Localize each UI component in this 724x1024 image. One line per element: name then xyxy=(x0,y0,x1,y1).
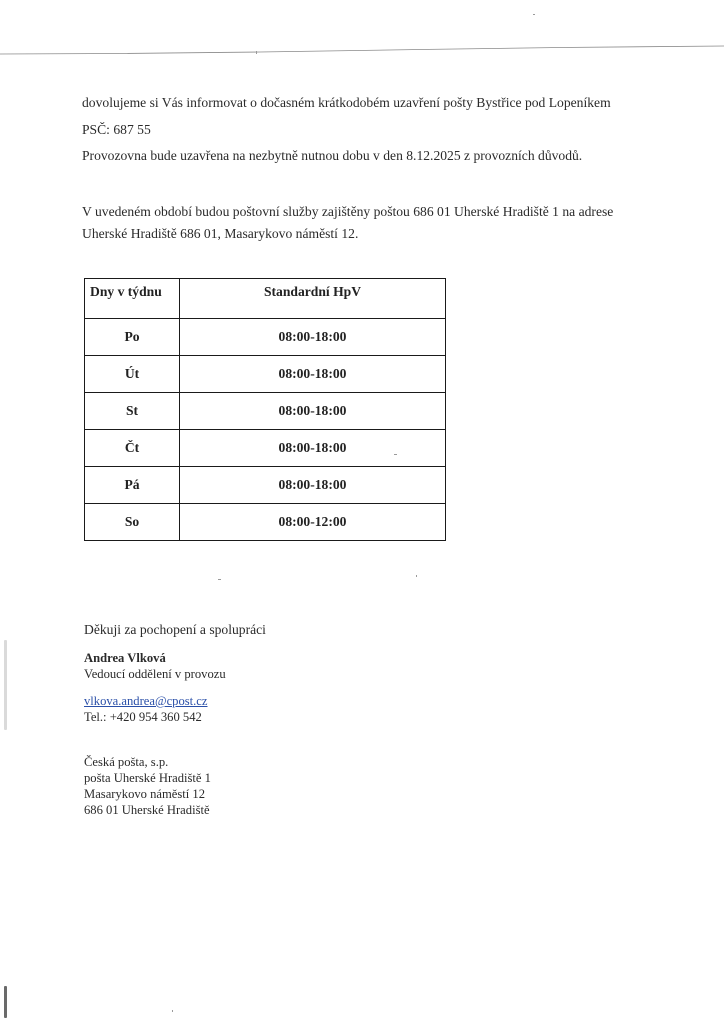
hours-cell: 08:00-18:00 xyxy=(180,319,446,356)
header-days: Dny v týdnu xyxy=(85,279,180,319)
scan-edge-mark xyxy=(4,640,7,730)
signature-phone: Tel.: +420 954 360 542 xyxy=(84,710,202,724)
table-row xyxy=(85,467,446,504)
closing-line: Děkuji za pochopení a spolupráci xyxy=(84,622,266,637)
opening-hours-table xyxy=(84,278,446,541)
table-row xyxy=(85,319,446,356)
table-row xyxy=(85,504,446,541)
table-row xyxy=(85,430,446,467)
scan-speck xyxy=(172,1010,173,1012)
table-header-row xyxy=(85,279,446,319)
scan-speck xyxy=(256,51,257,54)
day-cell: Út xyxy=(85,356,180,393)
hours-cell: 08:00-18:00 xyxy=(180,393,446,430)
letter-paragraph-postcode: PSČ: 687 55 xyxy=(82,122,151,137)
address-line-company: Česká pošta, s.p. xyxy=(84,755,169,769)
day-cell: Po xyxy=(85,319,180,356)
day-cell: Pá xyxy=(85,467,180,504)
hours-cell: 08:00-18:00 xyxy=(180,430,446,467)
scan-speck xyxy=(533,14,535,15)
signature-name: Andrea Vlková xyxy=(84,651,166,665)
table-row xyxy=(85,356,446,393)
hours-cell: 08:00-18:00 xyxy=(180,467,446,504)
scan-speck xyxy=(218,579,221,580)
day-cell: Čt xyxy=(85,430,180,467)
signature-title: Vedoucí oddělení v provozu xyxy=(84,667,226,681)
signature-email-link[interactable]: vlkova.andrea@cpost.cz xyxy=(84,694,208,708)
day-cell: So xyxy=(85,504,180,541)
scan-header-line xyxy=(0,44,724,58)
scan-edge-mark xyxy=(4,986,7,1018)
address-line-city: 686 01 Uherské Hradiště xyxy=(84,803,210,817)
day-cell: St xyxy=(85,393,180,430)
letter-paragraph-alternative-address: Uherské Hradiště 686 01, Masarykovo náměstí 12. xyxy=(82,226,359,241)
hours-cell: 08:00-18:00 xyxy=(180,356,446,393)
address-line-street: Masarykovo náměstí 12 xyxy=(84,787,206,801)
letter-paragraph-alternative: V uvedeném období budou poštovní služby zajištěny poštou 686 01 Uherské Hradiště 1 na adrese xyxy=(82,204,614,219)
letter-paragraph-intro: dovolujeme si Vás informovat o dočasném krátkodobém uzavření pošty Bystřice pod Lopeníkem xyxy=(82,95,611,110)
header-hours: Standardní HpV xyxy=(180,279,446,319)
table-row xyxy=(85,393,446,430)
letter-paragraph-closure: Provozovna bude uzavřena na nezbytně nutnou dobu v den 8.12.2025 z provozních důvodů. xyxy=(82,148,583,163)
scan-speck xyxy=(416,575,417,577)
address-line-office: pošta Uherské Hradiště 1 xyxy=(84,771,211,785)
hours-cell: 08:00-12:00 xyxy=(180,504,446,541)
